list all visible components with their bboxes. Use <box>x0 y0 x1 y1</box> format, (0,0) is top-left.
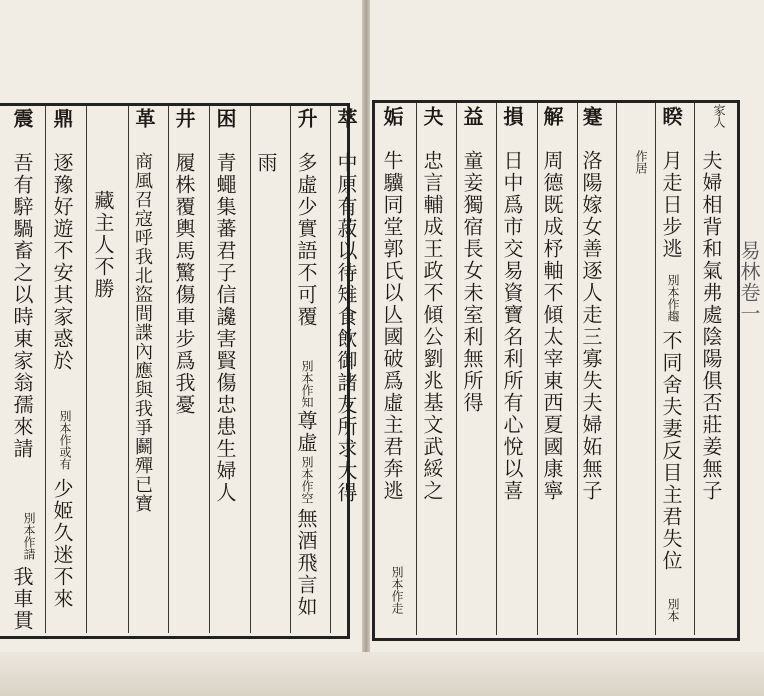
column-rule <box>250 106 251 633</box>
column-rule <box>577 103 578 635</box>
hexagram-label: 家人 <box>712 104 726 128</box>
column-rule <box>456 103 457 635</box>
verse-text: 無酒飛言如 <box>294 508 318 618</box>
hexagram-name: 姤 <box>380 106 404 128</box>
hexagram-name: 蹇 <box>579 106 603 128</box>
column-rule <box>45 106 46 633</box>
hexagram-name: 睽 <box>659 106 683 128</box>
hexagram-name: 震 <box>10 108 34 130</box>
column-rule <box>694 103 695 635</box>
verse-text: 少姬久迷不來 <box>50 478 74 610</box>
verse-text: 商風召寇呼我北盜間諜內應與我爭鬬殫已寶 <box>132 152 153 513</box>
column-rule <box>86 106 87 633</box>
variant-note: 別本 <box>666 598 680 622</box>
column-rule <box>416 103 417 635</box>
column-rule <box>655 103 656 635</box>
verse-text: 洛陽嫁女善逐人走三寡失夫婦妬無子 <box>579 150 603 502</box>
column-rule <box>330 106 331 633</box>
variant-note: 別本作空 <box>300 456 314 504</box>
verse-text: 月走日步逃 <box>659 150 683 260</box>
verse-text: 逐豫好遊不安其家惑於 <box>50 152 74 372</box>
verse-text: 周德既成杼軸不傾太宰東西夏國康寧 <box>540 150 564 502</box>
book-gutter <box>362 0 370 696</box>
verse-text: 我車貫 <box>10 566 34 632</box>
column-rule <box>290 106 291 633</box>
variant-note: 別本作趨 <box>666 274 680 322</box>
variant-note: 別本作知 <box>300 360 314 408</box>
variant-note: 別本作走 <box>390 566 404 614</box>
variant-note: 別本作請 <box>22 512 36 560</box>
column-rule <box>496 103 497 635</box>
verse-text: 藏主人不勝 <box>91 190 115 300</box>
column-rule <box>168 106 169 633</box>
variant-note: 作居 <box>634 150 648 174</box>
verse-text: 多虛少實語不可覆 <box>294 152 318 328</box>
column-rule <box>537 103 538 635</box>
page-bottom-edge <box>0 652 764 696</box>
hexagram-name: 損 <box>500 106 524 128</box>
verse-text: 青蠅集蕃君子信讒害賢傷忠患生婦人 <box>213 152 237 504</box>
verse-text: 日中爲市交易資寶名利所有心悅以喜 <box>500 150 524 502</box>
hexagram-name: 解 <box>540 106 564 128</box>
hexagram-name: 萃 <box>334 108 358 130</box>
column-rule <box>209 106 210 633</box>
column-rule <box>616 103 617 635</box>
verse-text: 尊虛 <box>294 410 318 454</box>
hexagram-name: 升 <box>294 108 318 130</box>
verse-text: 不同舍夫妻反目主君失位 <box>659 330 683 572</box>
verse-text: 牛驥同堂郭氏以亾國破爲虛主君奔逃 <box>380 150 404 502</box>
column-rule <box>128 106 129 633</box>
verse-text: 夫婦相背和氣弗處陰陽俱否莊姜無子 <box>699 150 723 502</box>
verse-text: 忠言輔成王政不傾公劉兆基文武綏之 <box>420 150 444 502</box>
hexagram-name: 井 <box>172 108 196 130</box>
verse-text: 吾有騂騧畜之以時東家翁孺來請 <box>10 152 34 460</box>
hexagram-name: 益 <box>460 106 484 128</box>
verse-text: 履株覆輿馬驚傷車步爲我憂 <box>172 152 196 416</box>
verse-text: 雨 <box>254 152 278 174</box>
verse-text: 童妾獨宿長女未室利無所得 <box>460 150 484 414</box>
verse-text: 中原有菽以待雉食飲御諸友所求大得 <box>334 152 358 504</box>
hexagram-name: 困 <box>213 108 237 130</box>
hexagram-name: 革 <box>132 108 156 130</box>
book-title: 易林卷一 <box>737 240 761 324</box>
hexagram-name: 鼎 <box>50 108 74 130</box>
hexagram-name: 夬 <box>420 106 444 128</box>
variant-note: 別本作或有 <box>58 410 72 470</box>
